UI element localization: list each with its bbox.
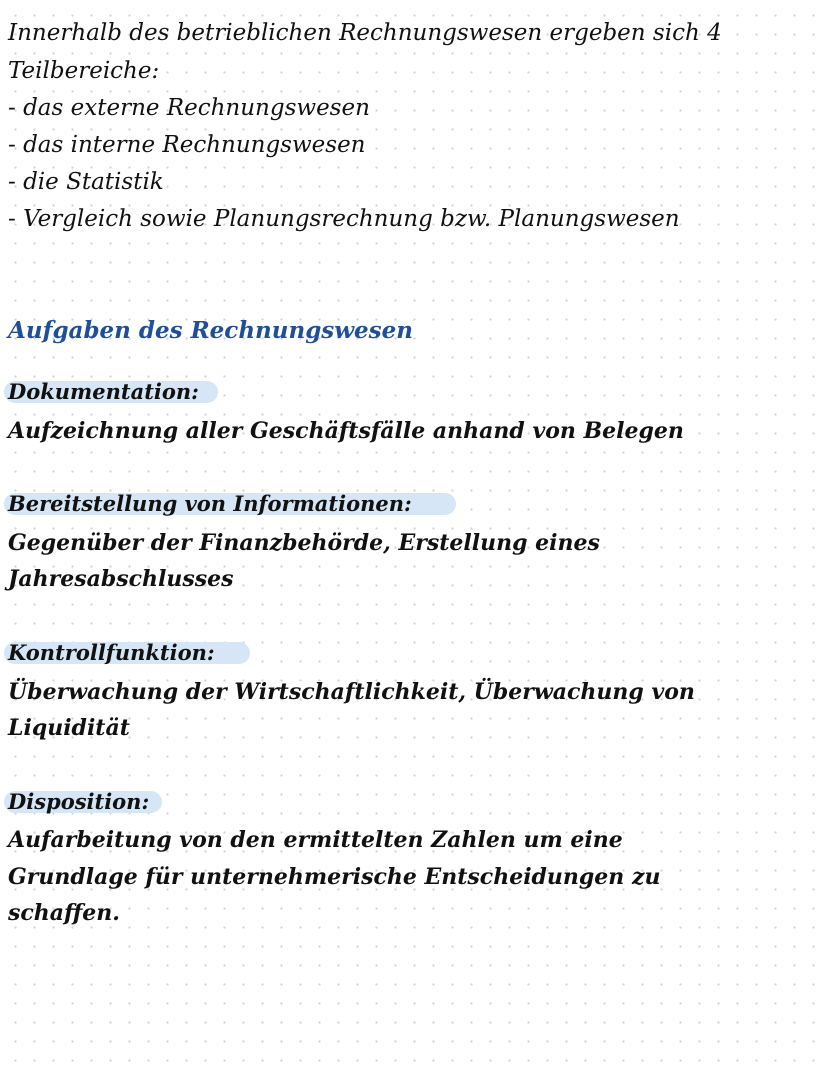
list-item: - die Statistik (8, 169, 164, 195)
list-item: - das externe Rechnungswesen (8, 95, 370, 121)
list-item: - Vergleich sowie Planungsrechnung bzw. Planungswesen (8, 206, 680, 232)
section-text: Jahresabschlusses (8, 566, 234, 592)
intro-line-1: Innerhalb des betrieblichen Rechnungswesen ergeben sich 4 (8, 20, 722, 46)
section-title-dokumentation: Dokumentation: (8, 379, 199, 404)
section-heading: Aufgaben des Rechnungswesen (8, 317, 413, 344)
section-text: Aufarbeitung von den ermittelten Zahlen um eine (8, 827, 623, 853)
section-title-kontrollfunktion: Kontrollfunktion: (8, 640, 215, 665)
intro-line-2: Teilbereiche: (8, 58, 160, 84)
section-text: Aufzeichnung aller Geschäftsfälle anhand von Belegen (8, 418, 684, 444)
section-title-disposition: Disposition: (8, 789, 150, 814)
section-text: schaffen. (8, 900, 120, 926)
section-title-bereitstellung: Bereitstellung von Informationen: (8, 491, 412, 516)
section-text: Grundlage für unternehmerische Entscheidungen zu (8, 864, 661, 890)
list-item: - das interne Rechnungswesen (8, 132, 366, 158)
section-text: Gegenüber der Finanzbehörde, Erstellung eines (8, 530, 600, 556)
section-text: Überwachung der Wirtschaftlichkeit, Überwachung von (8, 679, 695, 705)
section-text: Liquidität (8, 715, 130, 741)
